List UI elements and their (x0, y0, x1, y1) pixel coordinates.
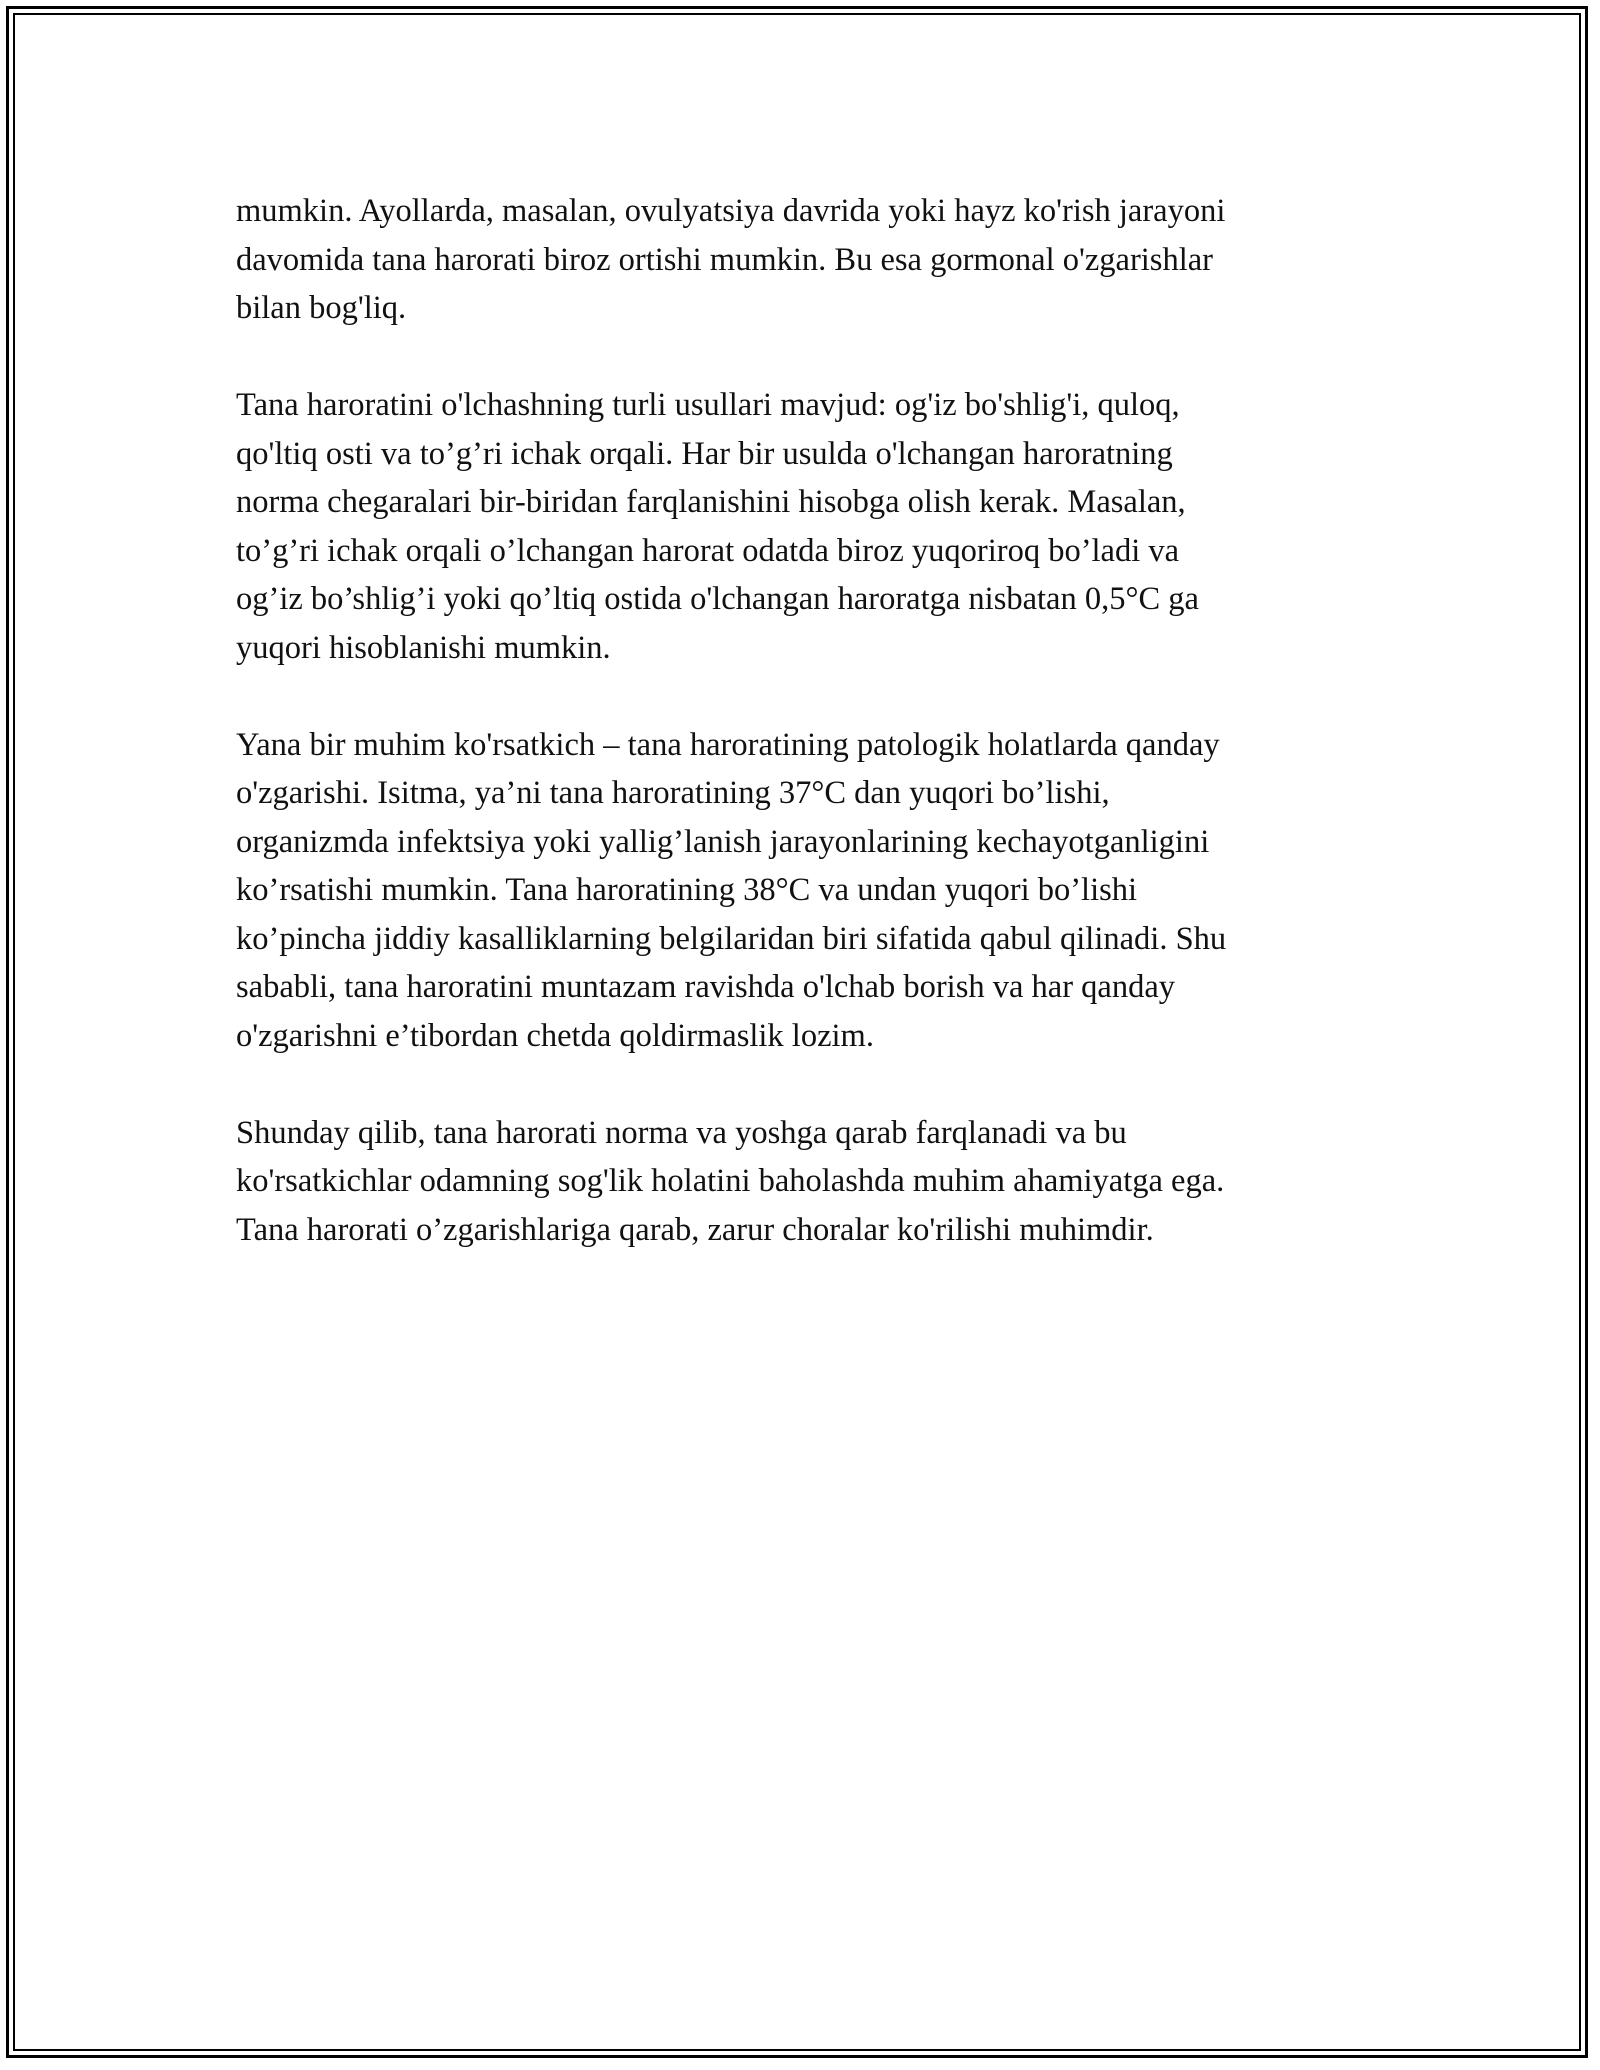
text-line: davomida tana harorati biroz ortishi mumkin. Bu esa gormonal o'zgarishlar (236, 241, 1213, 278)
text-line: Yana bir muhim ko'rsatkich – tana haroratining patologik holatlarda qanday (236, 726, 1220, 763)
text-line: Shunday qilib, tana harorati norma va yoshga qarab farqlanadi va bu (236, 1114, 1127, 1151)
paragraph (236, 721, 1356, 1061)
paragraph (236, 187, 1356, 333)
text-line: Tana harorati o’zgarishlariga qarab, zarur choralar ko'rilishi muhimdir. (236, 1211, 1154, 1248)
text-line: o'zgarishi. Isitma, ya’ni tana haroratining 37°C dan yuqori bo’lishi, (236, 775, 1110, 811)
text-line: norma chegaralari bir-biridan farqlanishini hisobga olish kerak. Masalan, (236, 484, 1186, 520)
text-line: Tana haroratini o'lchashning turli usullari mavjud: og'iz bo'shlig'i, quloq, (236, 387, 1180, 423)
paragraph (236, 381, 1356, 672)
text-line: to’g’ri ichak orqali o’lchangan harorat odatda biroz yuqoriroq bo’ladi va (236, 532, 1180, 569)
text-line: ko'rsatkichlar odamning sog'lik holatini baholashda muhim ahamiyatga ega. (236, 1163, 1225, 1199)
text-line: organizmda infektsiya yoki yallig’lanish jarayonlarining kechayotganligini (236, 823, 1210, 860)
text-line: mumkin. Ayollarda, masalan, ovulyatsiya davrida yoki hayz ko'rish jarayoni (236, 193, 1226, 229)
paragraph (236, 1109, 1356, 1255)
text-line: ko’rsatishi mumkin. Tana haroratining 38°C va undan yuqori bo’lishi (236, 872, 1138, 908)
text-line: og’iz bo’shlig’i yoki qo’ltiq ostida o'lchangan haroratga nisbatan 0,5°C ga (236, 581, 1199, 617)
text-line: qo'ltiq osti va to’g’ri ichak orqali. Har bir usulda o'lchangan haroratning (236, 435, 1173, 472)
text-line: bilan bog'liq. (236, 290, 407, 326)
document-body (236, 187, 1356, 1303)
text-line: o'zgarishni e’tibordan chetda qoldirmaslik lozim. (236, 1017, 874, 1054)
text-line: sababli, tana haroratini muntazam ravishda o'lchab borish va har qanday (236, 969, 1175, 1005)
text-line: yuqori hisoblanishi mumkin. (236, 629, 611, 666)
text-line: ko’pincha jiddiy kasalliklarning belgilaridan biri sifatida qabul qilinadi. Shu (236, 920, 1227, 957)
